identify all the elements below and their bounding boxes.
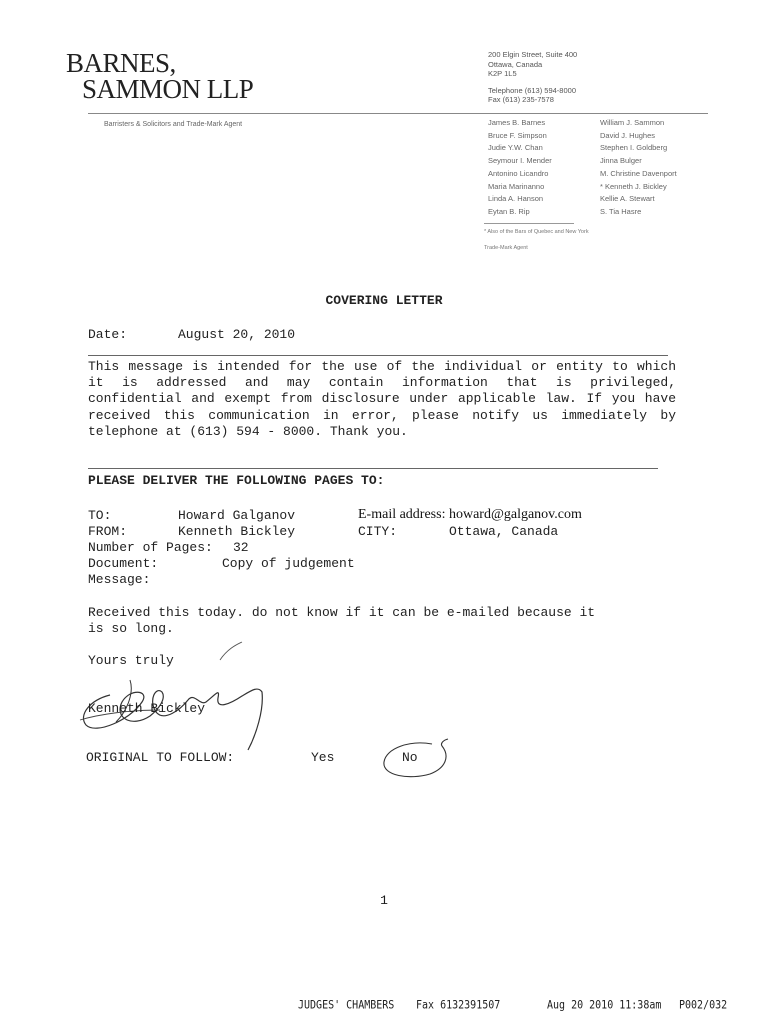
letterhead-divider <box>88 113 708 114</box>
partner-name: James B. Barnes <box>488 118 546 127</box>
firm-tagline: Barristers & Solicitors and Trade-Mark Agent <box>104 121 243 128</box>
partner-list <box>488 117 712 219</box>
date-label: Date: <box>88 327 128 342</box>
closing: Yours truly <box>88 653 174 668</box>
fax-page: P002/032 <box>679 999 728 1012</box>
address-line: Ottawa, Canada <box>488 59 543 69</box>
footnote-trademark: Trade-Mark Agent <box>484 245 528 251</box>
firm-telephone: Telephone (613) 594-8000 <box>488 85 576 95</box>
partner-name: * Kenneth J. Bickley <box>600 181 667 191</box>
pages-value: 32 <box>233 540 249 555</box>
partner-name: Linda A. Hanson <box>488 194 544 204</box>
from-value: Kenneth Bickley <box>178 524 296 539</box>
message-body-line: Received this today. do not know if it can be e-mailed because it <box>88 605 596 620</box>
disclaimer-top-rule <box>88 355 668 356</box>
partner-name: Kellie A. Stewart <box>600 194 655 204</box>
firm-name-line2: SAMMON LLP <box>82 74 254 104</box>
letter-heading: COVERING LETTER <box>325 293 443 308</box>
document-label: Document: <box>88 556 159 571</box>
partner-name: M. Christine Davenport <box>600 168 677 178</box>
from-label: FROM: <box>88 524 128 539</box>
disclaimer-bottom-rule <box>88 468 658 469</box>
signer-name: Kenneth Bickley <box>88 701 206 716</box>
partner-name: Eytan B. Rip <box>488 206 530 216</box>
partner-name: Judie Y.W. Chan <box>488 143 543 153</box>
deliver-heading: PLEASE DELIVER THE FOLLOWING PAGES TO: <box>88 473 385 488</box>
partner-name: David J. Hughes <box>600 130 656 140</box>
message-label: Message: <box>88 572 151 587</box>
firm-address <box>488 50 577 105</box>
partner-column-right <box>600 117 712 219</box>
original-no-option: No <box>402 750 418 765</box>
partner-name: Bruce F. Simpson <box>488 130 547 140</box>
email-label: E-mail address: <box>358 507 446 522</box>
no-circle-mark <box>380 738 450 782</box>
original-yes-option: Yes <box>311 750 335 765</box>
handwritten-signature <box>70 640 280 755</box>
footnote-bar-admission: * Also of the Bars of Quebec and New York <box>484 229 589 235</box>
pages-label: Number of Pages: <box>88 540 213 555</box>
firm-name-line1: BARNES, <box>66 48 176 78</box>
fax-sender: JUDGES' CHAMBERS <box>298 999 395 1012</box>
to-value: Howard Galganov <box>178 508 296 523</box>
partner-name: Antonino Licandro <box>488 168 549 178</box>
confidentiality-notice: This message is intended for the use of the individual or entity to which it is addressed and may contain information that is privileged, confidential and exempt from disclosure under applicable law. If you have received this communication in error, please notify us immediately by telephone at (613) 594 - 8000. Thank you. <box>88 359 676 439</box>
message-body-line: is so long. <box>88 621 174 636</box>
email-value: howard@galganov.com <box>448 507 582 522</box>
firm-logo <box>66 50 253 102</box>
fax-number: Fax 6132391507 <box>416 999 501 1012</box>
fax-timestamp: Aug 20 2010 11:38am <box>547 999 662 1012</box>
firm-fax: Fax (613) 235-7578 <box>488 95 554 104</box>
address-line: 200 Elgin Street, Suite 400 <box>488 50 578 59</box>
partner-name: Seymour I. Mender <box>488 156 552 166</box>
city-value: Ottawa, Canada <box>449 524 559 539</box>
partner-name: Stephen I. Goldberg <box>600 143 668 153</box>
page-number: 1 <box>380 893 388 908</box>
partner-name: William J. Sammon <box>600 118 665 127</box>
partner-name: S. Tia Hasre <box>600 206 642 216</box>
document-value: Copy of judgement <box>222 556 355 571</box>
partner-column-left <box>488 117 600 219</box>
address-line: K2P 1L5 <box>488 69 517 78</box>
partner-name: Jinna Bulger <box>600 156 642 166</box>
city-label: CITY: <box>358 524 398 539</box>
date-value: August 20, 2010 <box>178 327 296 342</box>
original-to-follow-label: ORIGINAL TO FOLLOW: <box>86 750 235 765</box>
partner-name: Maria Marinanno <box>488 181 545 191</box>
to-label: TO: <box>88 508 112 523</box>
partner-footnote-divider <box>484 223 574 224</box>
email-line <box>358 507 582 523</box>
